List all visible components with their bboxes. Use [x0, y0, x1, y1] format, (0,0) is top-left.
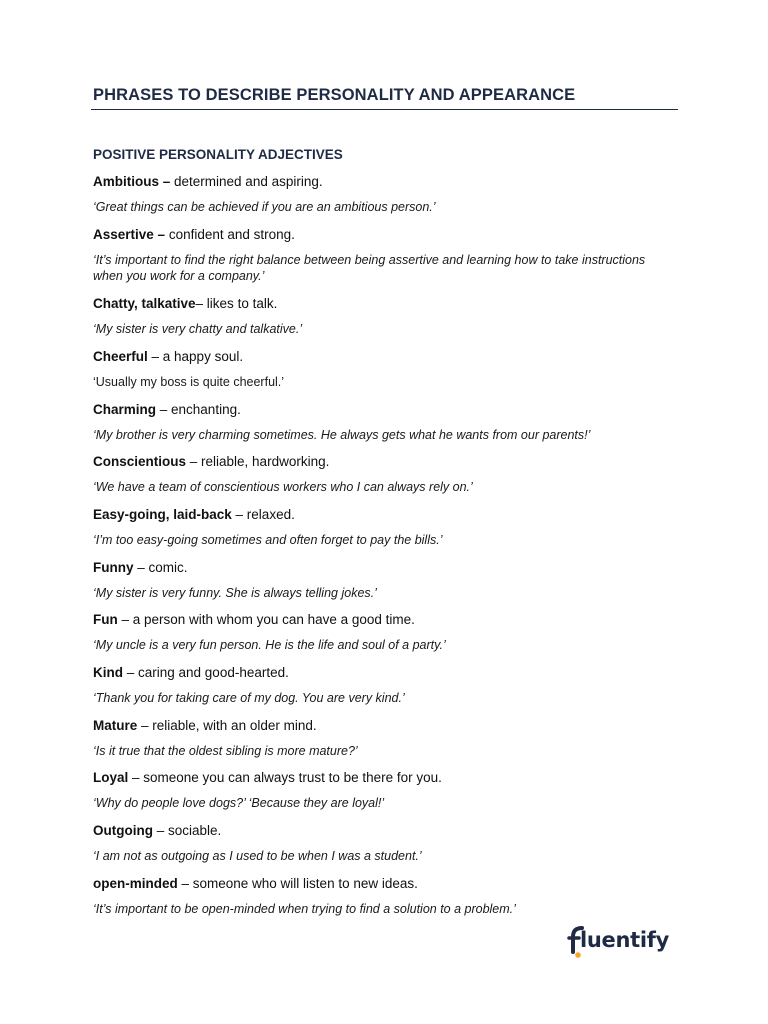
- entry-definition: – relaxed.: [231, 506, 295, 522]
- entry-term: Funny: [93, 559, 134, 575]
- entry-example: ‘My brother is very charming sometimes. He always gets what he wants from our parents!’: [93, 427, 591, 442]
- entry-definition: confident and strong.: [165, 226, 295, 242]
- entry-example: ‘Great things can be achieved if you are an ambitious person.’: [93, 200, 436, 214]
- entry-definition: determined and aspiring.: [170, 174, 323, 189]
- entry-definition: – someone you can always trust to be there for you.: [128, 770, 442, 786]
- entry-definition: – likes to talk.: [195, 296, 278, 312]
- entry-example: ‘It’s important to be open-minded when trying to find a solution to a problem.’: [93, 901, 516, 916]
- entry-cheerful: [93, 348, 678, 401]
- entry-fun: [93, 611, 678, 664]
- entry-term: Chatty, talkative: [93, 296, 196, 312]
- entry-list: [93, 173, 678, 927]
- entry-definition: – sociable.: [152, 823, 222, 839]
- entry-charming: [93, 401, 678, 454]
- entry-kind: [93, 664, 678, 717]
- entry-definition: – enchanting.: [156, 401, 241, 417]
- title-divider: [91, 109, 678, 110]
- entry-mature: [93, 717, 678, 770]
- entry-term: Easy-going, laid-back: [93, 506, 232, 522]
- entry-example: ‘We have a team of conscientious workers who I can always rely on.’: [93, 480, 473, 495]
- entry-example: ‘I’m too easy-going sometimes and often forget to pay the bills.’: [93, 532, 443, 547]
- fluentify-logo: [566, 922, 670, 962]
- entry-loyal: [93, 769, 678, 822]
- page-title: PHRASES TO DESCRIBE PERSONALITY AND APPEARANCE: [93, 86, 576, 104]
- entry-example: ‘Why do people love dogs?’ ‘Because they are loyal!’: [93, 796, 385, 811]
- entry-term: Assertive –: [93, 226, 166, 242]
- entry-term: Ambitious –: [93, 174, 171, 189]
- entry-example: ‘My sister is very chatty and talkative.’: [93, 322, 303, 337]
- entry-term: Mature: [93, 717, 138, 733]
- entry-term: Conscientious: [93, 454, 187, 470]
- entry-example: ‘I am not as outgoing as I used to be when I was a student.’: [93, 849, 422, 864]
- entry-chatty: [93, 295, 678, 348]
- entry-conscientious: [93, 453, 678, 506]
- entry-definition: – comic.: [133, 559, 188, 575]
- entry-funny: [93, 559, 678, 612]
- entry-example: ‘Is it true that the oldest sibling is more mature?’: [93, 743, 358, 758]
- entry-easy-going: [93, 506, 678, 559]
- entry-term: Charming: [93, 401, 157, 417]
- entry-example: ‘Usually my boss is quite cheerful.’: [93, 374, 285, 389]
- entry-open-minded: [93, 875, 678, 928]
- entry-definition: – reliable, hardworking.: [186, 454, 330, 470]
- entry-outgoing: [93, 822, 678, 875]
- entry-definition: – caring and good-hearted.: [123, 665, 289, 680]
- entry-assertive: [93, 226, 678, 296]
- entry-definition: – a happy soul.: [147, 348, 244, 364]
- entry-example: ‘Thank you for taking care of my dog. You are very kind.’: [93, 691, 405, 705]
- entry-example: ‘My uncle is a very fun person. He is the life and soul of a party.’: [93, 638, 446, 653]
- entry-ambitious: [93, 173, 678, 226]
- logo-wordmark: luentify: [580, 928, 670, 952]
- entry-example: ‘It’s important to find the right balance between being assertive and learning how to take instructions when you work for a company.’: [93, 252, 646, 283]
- entry-term: open-minded: [93, 875, 178, 891]
- section-heading: POSITIVE PERSONALITY ADJECTIVES: [93, 147, 343, 162]
- entry-term: Cheerful: [93, 348, 148, 364]
- entry-definition: – someone who will listen to new ideas.: [177, 875, 418, 891]
- entry-definition: – a person with whom you can have a good time.: [117, 612, 415, 628]
- entry-term: Kind: [93, 665, 123, 680]
- entry-definition: – reliable, with an older mind.: [137, 717, 317, 733]
- entry-term: Loyal: [93, 770, 129, 786]
- entry-example: ‘My sister is very funny. She is always telling jokes.’: [93, 585, 377, 600]
- entry-term: Outgoing: [93, 823, 153, 839]
- entry-term: Fun: [93, 612, 118, 628]
